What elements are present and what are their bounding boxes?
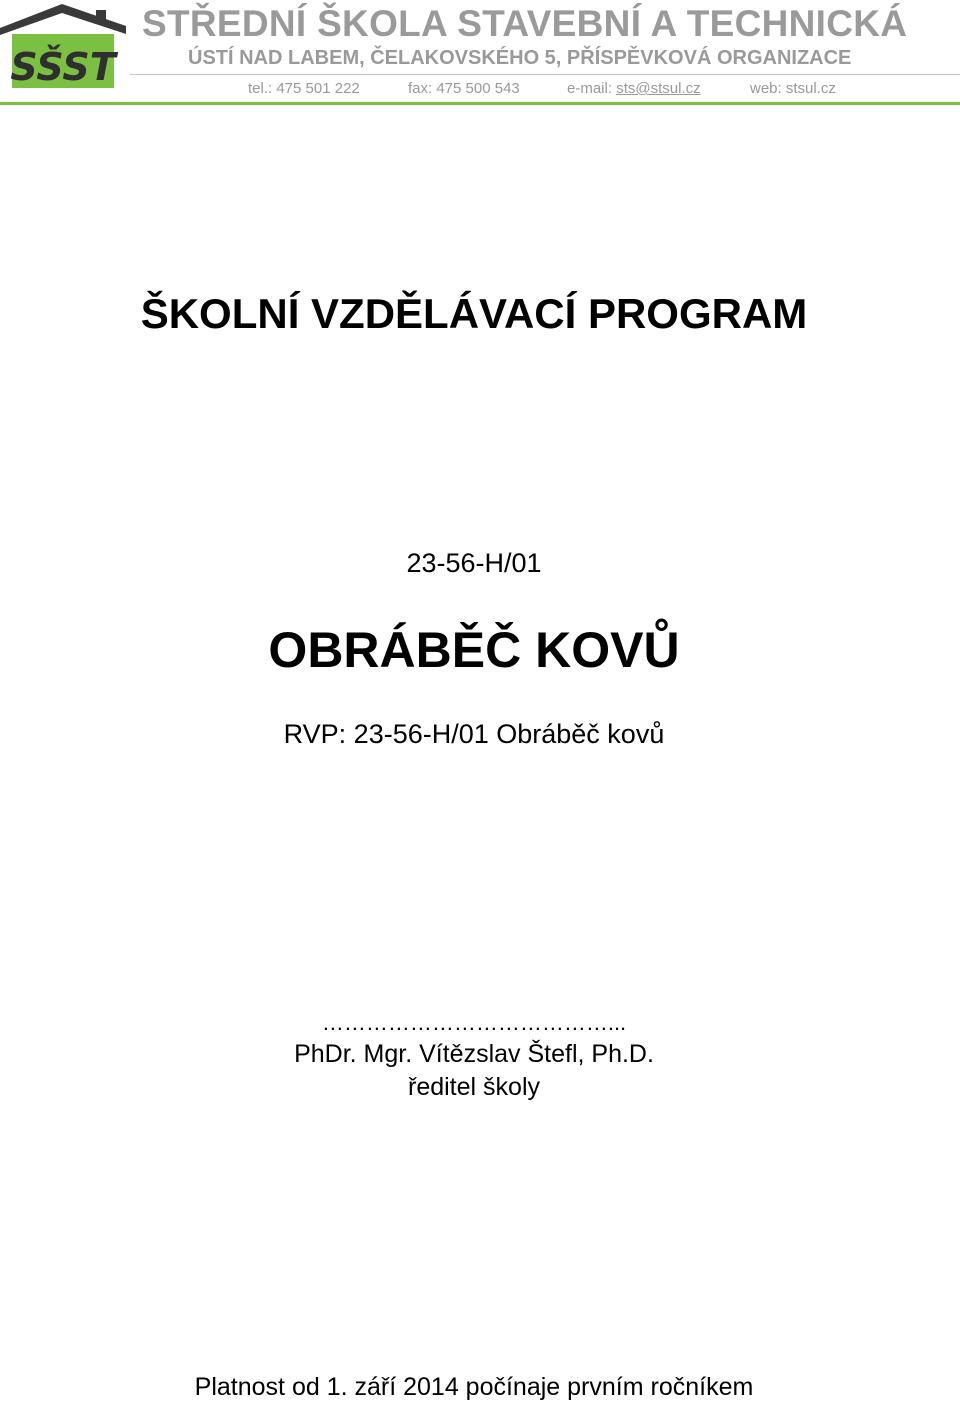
program-code: 23-56-H/01 [406, 548, 542, 578]
document-title: ŠKOLNÍ VZDĚLÁVACÍ PROGRAM [140, 290, 808, 337]
signer-role: ředitel školy [408, 1073, 540, 1101]
header-green-rule [0, 102, 960, 105]
signer-name: PhDr. Mgr. Vítězslav Štefl, Ph.D. [294, 1040, 654, 1068]
school-logo [0, 4, 126, 90]
rvp-line: RVP: 23-56-H/01 Obráběč kovů [283, 719, 665, 749]
school-address: ÚSTÍ NAD LABEM, ČELAKOVSKÉHO 5, PŘÍSPĚVKOVÁ ORGANIZACE [188, 47, 852, 69]
contact-fax: fax: 475 500 543 [408, 80, 520, 97]
program-name: OBRÁBĚČ KOVŮ [268, 622, 680, 678]
contact-email [567, 79, 701, 99]
contact-web: web: stsul.cz [750, 80, 836, 97]
header-divider [130, 74, 960, 75]
email-link[interactable]: sts@stsul.cz [616, 80, 701, 97]
validity-note: Platnost od 1. září 2014 počínaje prvním ročníkem [194, 1373, 754, 1401]
logo-lettering: SŠST [10, 45, 116, 89]
school-logo-icon [0, 4, 126, 90]
school-name: STŘEDNÍ ŠKOLA STAVEBNÍ A TECHNICKÁ [142, 3, 908, 44]
signature-line: …………………………………... [321, 1010, 627, 1035]
contact-tel: tel.: 475 501 222 [248, 80, 360, 97]
email-label: e-mail: [567, 80, 617, 97]
